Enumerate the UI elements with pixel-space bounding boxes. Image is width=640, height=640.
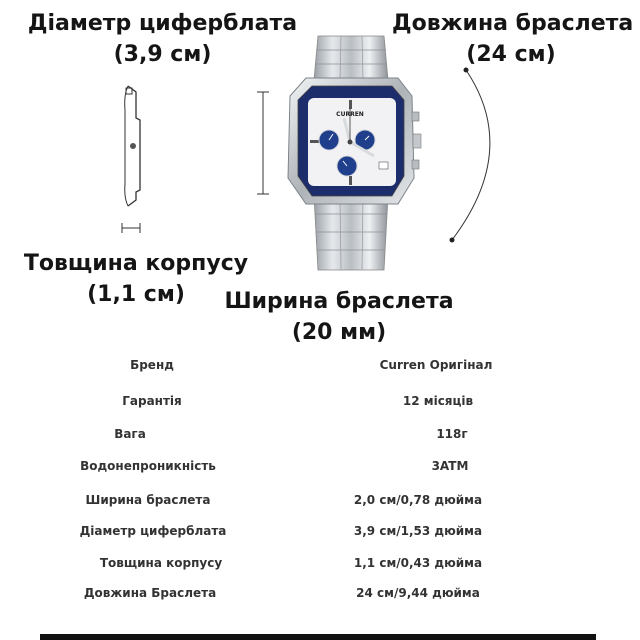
- spec-label: Вага: [114, 427, 146, 441]
- spec-row: [60, 459, 510, 479]
- spec-row: [60, 524, 510, 544]
- spec-label: Бренд: [130, 358, 174, 372]
- spec-row: [60, 427, 510, 447]
- bracelet-top: [314, 36, 388, 80]
- spec-row: [60, 493, 510, 513]
- case-thickness-title: Товщина корпусу: [23, 251, 249, 276]
- diameter-dimension: [257, 92, 269, 194]
- watch-dial: [308, 98, 396, 186]
- dial-diameter-title: Діаметр циферблата: [27, 11, 298, 36]
- bottom-divider: [40, 634, 596, 640]
- thickness-dimension: [122, 223, 140, 233]
- spec-value: 1,1 см/0,43 дюйма: [353, 556, 483, 570]
- case-thickness-value: (1,1 см): [87, 282, 185, 307]
- spec-row: [60, 358, 510, 378]
- spec-label: Довжина Браслета: [83, 586, 217, 600]
- bracelet-width-title: Ширина браслета: [224, 289, 454, 314]
- bracelet-length-title: Довжина браслета: [392, 11, 634, 36]
- spec-value: Curren Оригінал: [379, 358, 493, 372]
- bracelet-bottom: [314, 196, 388, 270]
- bracelet-width-value: (20 мм): [291, 320, 387, 345]
- spec-value: 3ATM: [431, 459, 469, 473]
- spec-label: Діаметр циферблата: [79, 524, 227, 538]
- spec-value: 118г: [436, 427, 468, 441]
- bracelet-length-value: (24 см): [466, 42, 556, 67]
- dial-diameter-value: (3,9 см): [113, 42, 212, 67]
- spec-row: [60, 556, 510, 576]
- spec-value: 24 см/9,44 дюйма: [356, 586, 480, 600]
- spec-label: Водонепроникність: [80, 459, 216, 473]
- spec-value: 3,9 см/1,53 дюйма: [353, 524, 483, 538]
- spec-row: [60, 586, 510, 606]
- spec-value: 2,0 см/0,78 дюйма: [353, 493, 483, 507]
- length-dimension: [450, 68, 490, 243]
- spec-value: 12 місяців: [402, 394, 474, 408]
- spec-label: Товщина корпусу: [99, 556, 223, 570]
- brand-logo: CURREN: [336, 111, 364, 118]
- spec-label: Гарантія: [122, 394, 182, 408]
- side-profile: [125, 86, 140, 206]
- spec-label: Ширина браслета: [85, 493, 211, 507]
- spec-row: [60, 394, 510, 414]
